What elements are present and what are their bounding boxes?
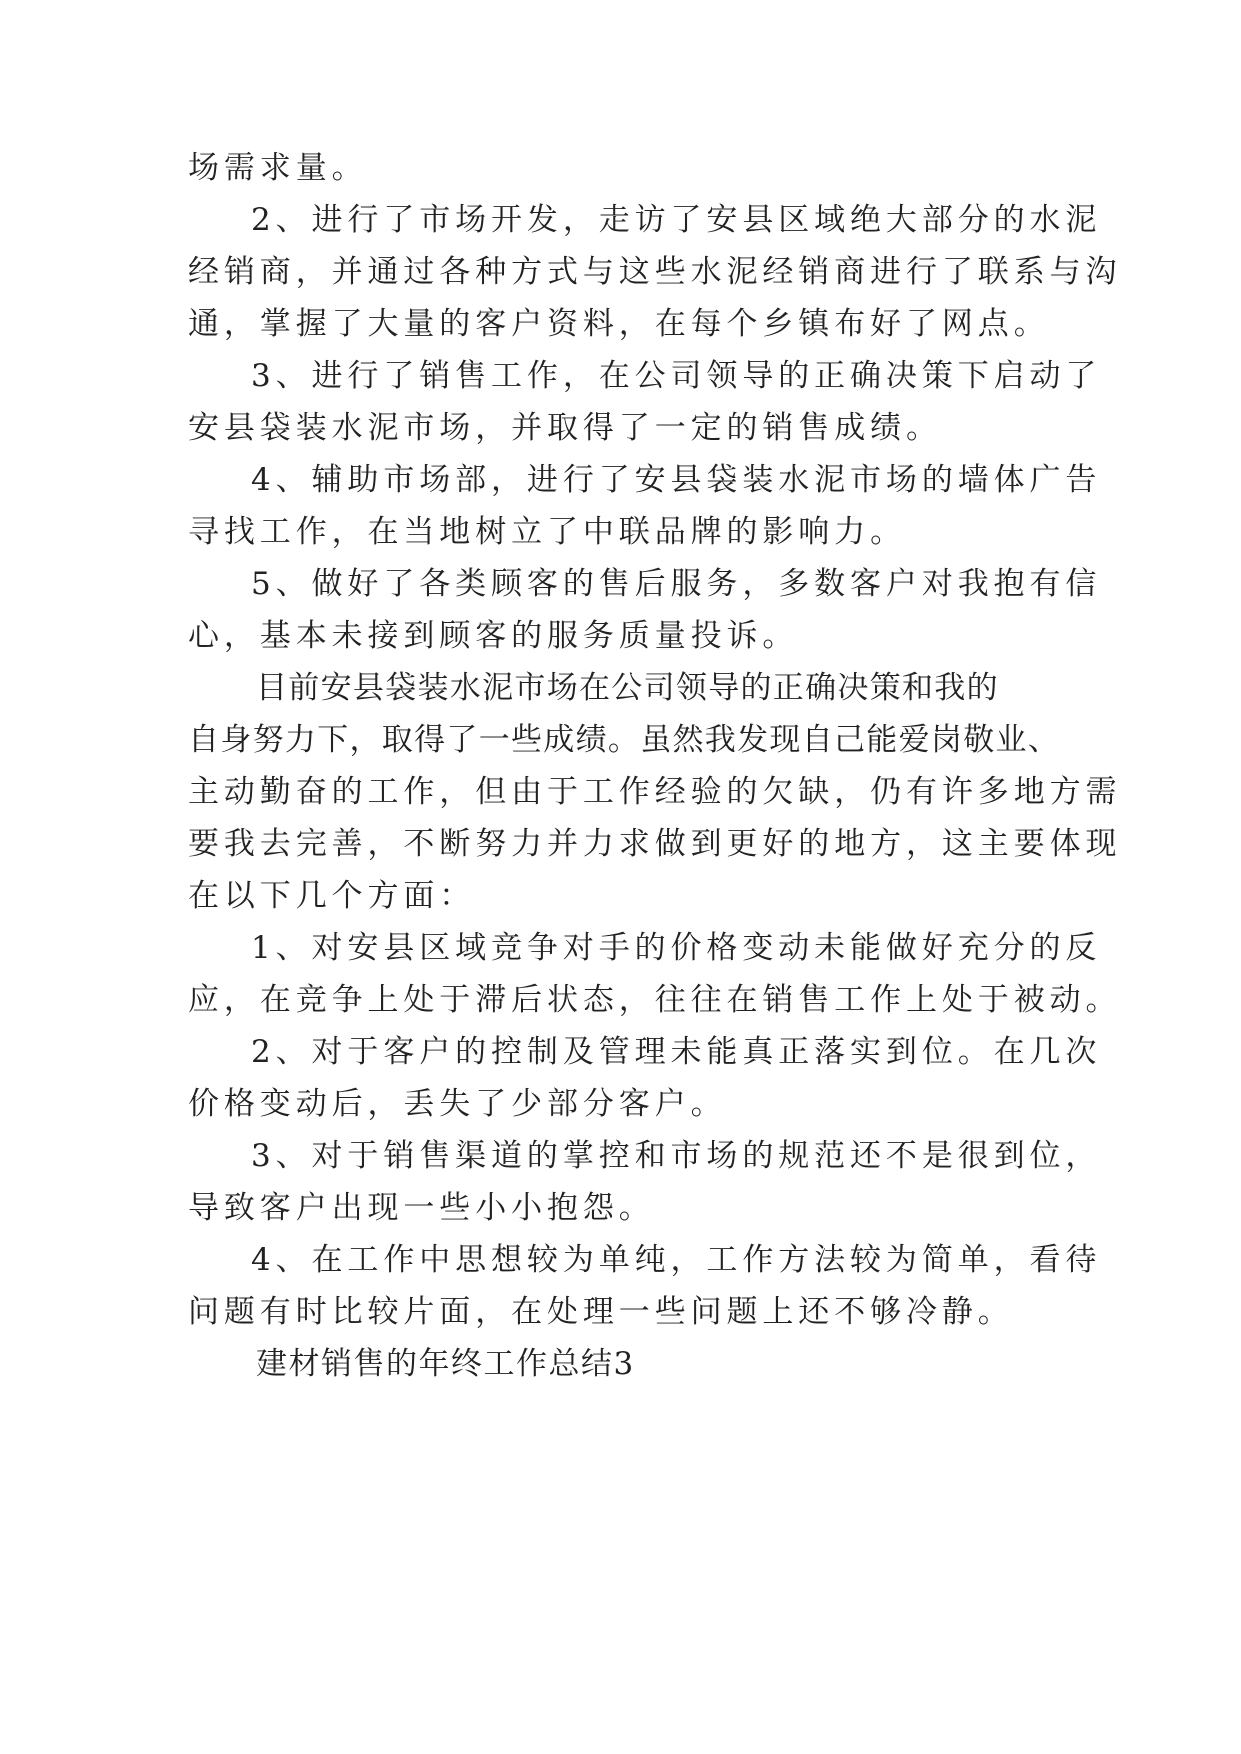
text-line: 主动勤奋的工作，但由于工作经验的欠缺，仍有许多地方需 [188,774,1122,810]
list-item-line: 4、辅助市场部，进行了安县袋装水泥市场的墙体广告 [251,462,1102,498]
list-item-line: 4、在工作中思想较为单纯，工作方法较为简单，看待 [251,1242,1102,1278]
text-line: 问题有时比较片面，在处理一些问题上还不够冷静。 [188,1294,1014,1330]
list-item-line: 2、对于客户的控制及管理未能真正落实到位。在几次 [251,1034,1102,1070]
text-line: 价格变动后，丢失了少部分客户。 [188,1086,727,1122]
text-line: 安县袋装水泥市场，并取得了一定的销售成绩。 [188,410,942,446]
text-line: 导致客户出现一些小小抱怨。 [188,1190,655,1226]
list-item-line: 1、对安县区域竞争对手的价格变动未能做好充分的反 [251,930,1102,966]
list-item-line: 3、对于销售渠道的掌控和市场的规范还不是很到位， [251,1138,1102,1174]
text-line: 自身努力下，取得了一些成绩。虽然我发现自己能爱岗敬业、 [188,722,1061,758]
text-line: 应，在竞争上处于滞后状态，往往在销售工作上处于被动。 [188,982,1122,1018]
section-heading: 建材销售的年终工作总结3 [256,1346,635,1382]
list-item-line: 3、进行了销售工作，在公司领导的正确决策下启动了 [251,358,1102,394]
text-line: 寻找工作，在当地树立了中联品牌的影响力。 [188,514,906,550]
text-line: 心，基本未接到顾客的服务质量投诉。 [188,618,799,654]
paragraph-line: 目前安县袋装水泥市场在公司领导的正确决策和我的 [256,670,999,706]
text-line: 要我去完善，不断努力并力求做到更好的地方，这主要体现 [188,826,1122,862]
text-line: 场需求量。 [188,150,368,186]
text-line: 经销商，并通过各种方式与这些水泥经销商进行了联系与沟 [188,254,1122,290]
text-line: 通，掌握了大量的客户资料，在每个乡镇布好了网点。 [188,306,1050,342]
text-line: 在以下几个方面： [188,878,476,914]
list-item-line: 5、做好了各类顾客的售后服务，多数客户对我抱有信 [251,566,1102,602]
list-item-line: 2、进行了市场开发，走访了安县区域绝大部分的水泥 [251,202,1102,238]
